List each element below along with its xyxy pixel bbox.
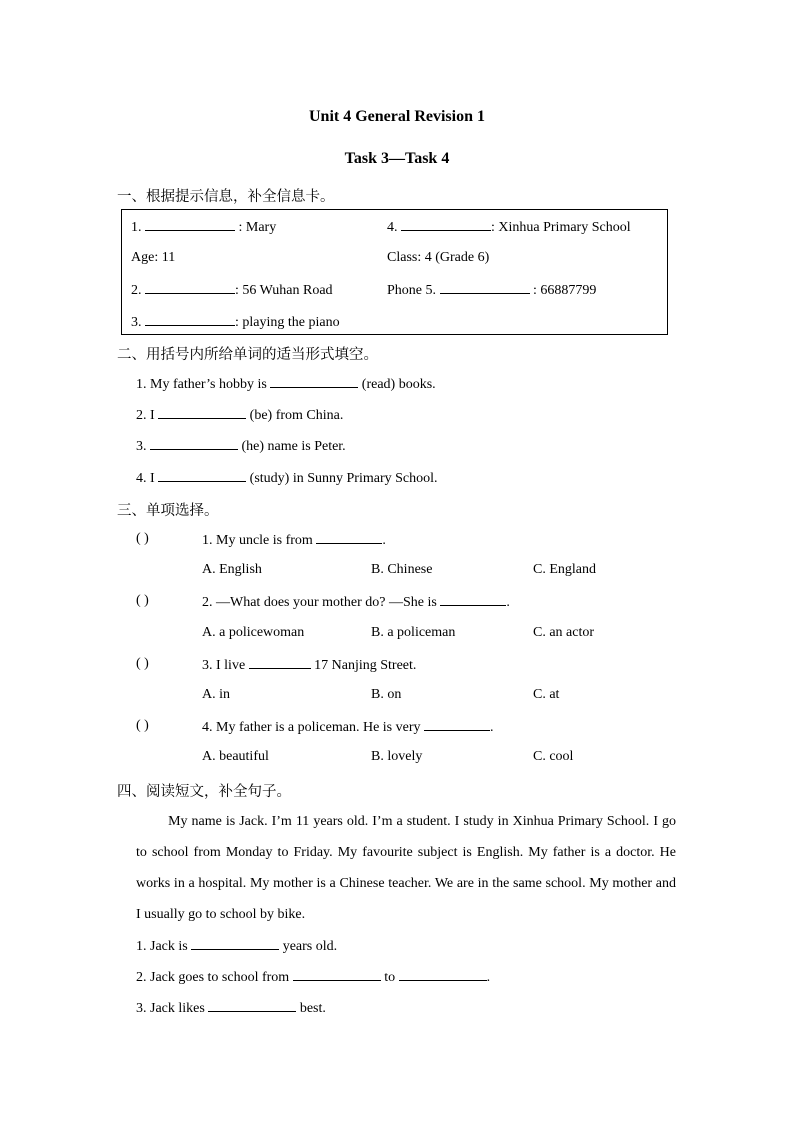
- answer-blank: [316, 531, 382, 544]
- reading-question-1: 1. Jack is years old.: [136, 939, 338, 954]
- answer-blank[interactable]: [208, 999, 296, 1012]
- card-item-4: 4. : Xinhua Primary School: [387, 220, 631, 235]
- mc-option-2c: C. an actor: [533, 625, 595, 640]
- card-item-2: 2. : 56 Wuhan Road: [131, 283, 333, 298]
- mc-option-2a: A. a policewoman: [202, 625, 305, 640]
- answer-bracket[interactable]: ( ): [136, 718, 149, 733]
- fill-item-4: 4. I (study) in Sunny Primary School.: [136, 471, 438, 486]
- card-item-5: Phone 5. : 66887799: [387, 283, 597, 298]
- section1-heading: 一、根据提示信息，补全信息卡。: [117, 189, 335, 205]
- card-item-3: 3. : playing the piano: [131, 315, 340, 330]
- answer-blank[interactable]: [158, 406, 246, 419]
- mc-option-2b: B. a policeman: [371, 625, 456, 640]
- mc-option-1b: B. Chinese: [371, 562, 433, 577]
- answer-bracket[interactable]: ( ): [136, 656, 149, 671]
- mc-option-3b: B. on: [371, 687, 402, 702]
- section4-heading: 四、阅读短文，补全句子。: [117, 784, 291, 800]
- mc-option-4a: A. beautiful: [202, 749, 269, 764]
- answer-blank[interactable]: [401, 218, 491, 231]
- reading-question-2: 2. Jack goes to school from to .: [136, 970, 491, 985]
- mc-question-4: 4. My father is a policeman. He is very .: [202, 720, 494, 735]
- fill-item-2: 2. I (be) from China.: [136, 408, 344, 423]
- page-title: Unit 4 General Revision 1: [309, 108, 485, 125]
- answer-blank[interactable]: [150, 437, 238, 450]
- mc-option-3c: C. at: [533, 687, 560, 702]
- answer-blank[interactable]: [399, 968, 487, 981]
- mc-option-1a: A. English: [202, 562, 262, 577]
- card-class: Class: 4 (Grade 6): [387, 250, 490, 265]
- answer-blank[interactable]: [293, 968, 381, 981]
- card-item-1: 1. : Mary: [131, 220, 277, 235]
- fill-item-3: 3. (he) name is Peter.: [136, 439, 346, 454]
- mc-option-3a: A. in: [202, 687, 230, 702]
- fill-item-1: 1. My father’s hobby is (read) books.: [136, 377, 436, 392]
- card-age: Age: 11: [131, 250, 176, 265]
- reading-question-3: 3. Jack likes best.: [136, 1001, 326, 1016]
- mc-option-4c: C. cool: [533, 749, 574, 764]
- answer-blank: [424, 718, 490, 731]
- answer-blank[interactable]: [145, 313, 235, 326]
- mc-question-3: 3. I live 17 Nanjing Street.: [202, 658, 417, 673]
- answer-blank[interactable]: [145, 218, 235, 231]
- mc-option-1c: C. England: [533, 562, 596, 577]
- answer-blank[interactable]: [440, 281, 530, 294]
- answer-blank[interactable]: [270, 375, 358, 388]
- page-subtitle: Task 3—Task 4: [344, 150, 450, 167]
- answer-blank: [440, 593, 506, 606]
- mc-question-2: 2. —What does your mother do? —She is .: [202, 595, 510, 610]
- answer-bracket[interactable]: ( ): [136, 593, 149, 608]
- answer-bracket[interactable]: ( ): [136, 531, 149, 546]
- reading-passage: My name is Jack. I’m 11 years old. I’m a student. I study in Xinhua Primary School. I go to school from Monday to Friday. My favourite subject is English. My father is a doctor. He works in a hospital. My mother is a Chinese teacher. We are in the same school. My mother and I usually go to school by bike.: [136, 814, 676, 922]
- answer-blank[interactable]: [191, 937, 279, 950]
- answer-blank: [249, 656, 311, 669]
- mc-option-4b: B. lovely: [371, 749, 423, 764]
- answer-blank[interactable]: [158, 469, 246, 482]
- answer-blank[interactable]: [145, 281, 235, 294]
- mc-question-1: 1. My uncle is from .: [202, 533, 386, 548]
- section2-heading: 二、用括号内所给单词的适当形式填空。: [117, 347, 378, 363]
- section3-heading: 三、单项选择。: [117, 503, 219, 519]
